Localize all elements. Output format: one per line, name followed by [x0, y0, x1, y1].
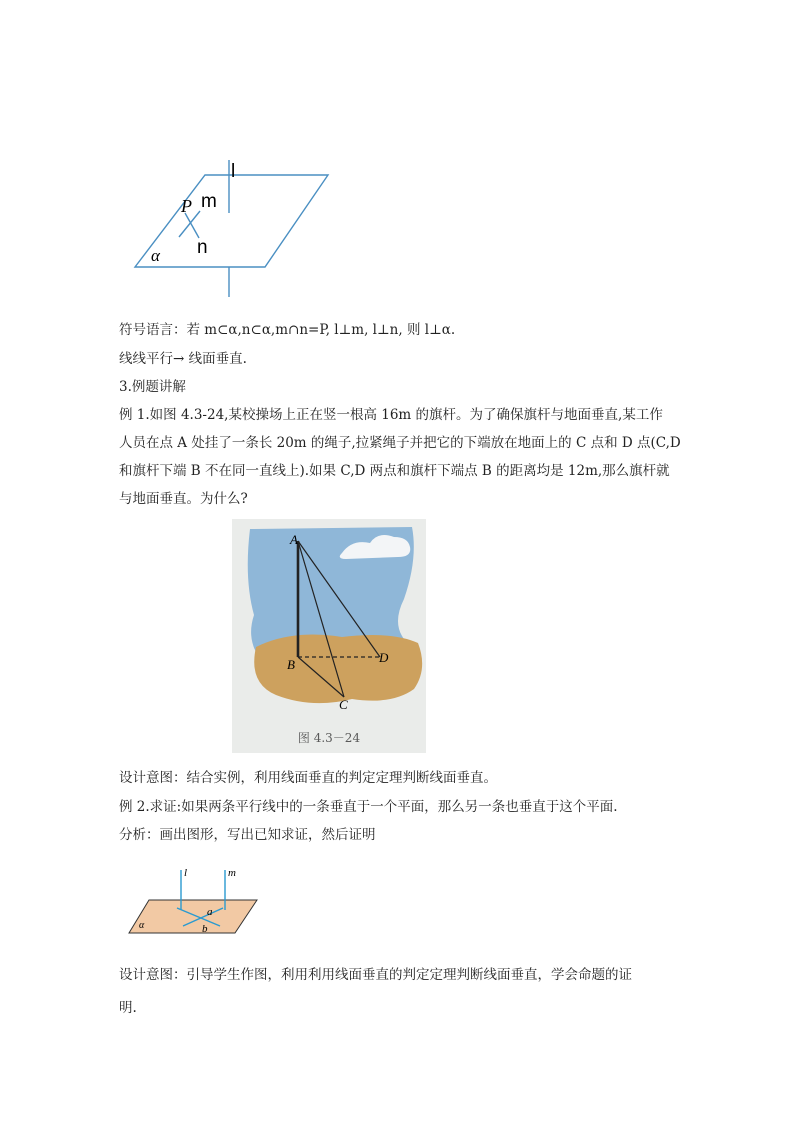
section-title: 3.例题讲解 [119, 379, 186, 395]
plane-alpha-shape-2 [129, 900, 257, 933]
label-alpha-2: α [139, 920, 145, 931]
label-b-2: b [202, 923, 208, 935]
analysis-text: 分析：画出图形，写出已知求证，然后证明 [119, 827, 376, 843]
label-m-2: m [228, 867, 236, 879]
flagpole-drawing [232, 519, 426, 753]
line-parallel-note: 线线平行→ 线面垂直. [119, 351, 247, 367]
flagpole-figure [232, 519, 426, 753]
label-a: A [290, 532, 298, 547]
ground-shape [254, 635, 422, 704]
design-intent-2-line2: 明. [119, 1000, 137, 1016]
example1-line3: 和旗杆下端 B 不在同一直线上).如果 C,D 两点和旗杆下端点 B 的距离均是 12m,那么旗杆就 [119, 463, 670, 479]
label-alpha: α [151, 246, 160, 265]
label-p: P [181, 196, 192, 216]
label-a-2: a [207, 906, 213, 918]
label-n: n [197, 237, 208, 258]
label-b: B [287, 657, 295, 672]
plane-alpha-shape [135, 175, 328, 267]
figure-caption: 图 4.3－24 [297, 731, 361, 745]
figure-parallel-lines [125, 860, 265, 940]
example1-line1: 例 1.如图 4.3-24,某校操场上正在竖一根高 16m 的旗杆。为了确保旗杆与地面垂直,某工作 [119, 407, 663, 423]
example2-statement: 例 2.求证:如果两条平行线中的一条垂直于一个平面，那么另一条也垂直于这个平面. [119, 799, 618, 815]
label-d: D [379, 650, 389, 665]
example1-line2: 人员在点 A 处挂了一条长 20m 的绳子,拉紧绳子并把它的下端放在地面上的 C 点和 D 点(C,D [119, 435, 681, 451]
label-l-2: l [184, 867, 188, 879]
label-l: l [231, 161, 236, 182]
example1-line4: 与地面垂直。为什么? [119, 491, 248, 507]
design-intent-1: 设计意图：结合实例，利用线面垂直的判定定理判断线面垂直。 [119, 770, 497, 786]
label-c: C [339, 697, 348, 712]
figure-plane-lines [125, 155, 340, 305]
line-n [185, 213, 199, 238]
symbol-language: 符号语言：若 m⊂α,n⊂α,m∩n=P, l⊥m, l⊥n, 则 l⊥α. [119, 322, 456, 338]
design-intent-2-line1: 设计意图：引导学生作图，利用利用线面垂直的判定定理判断线面垂直，学会命题的证 [119, 967, 632, 983]
label-m: m [201, 191, 217, 212]
